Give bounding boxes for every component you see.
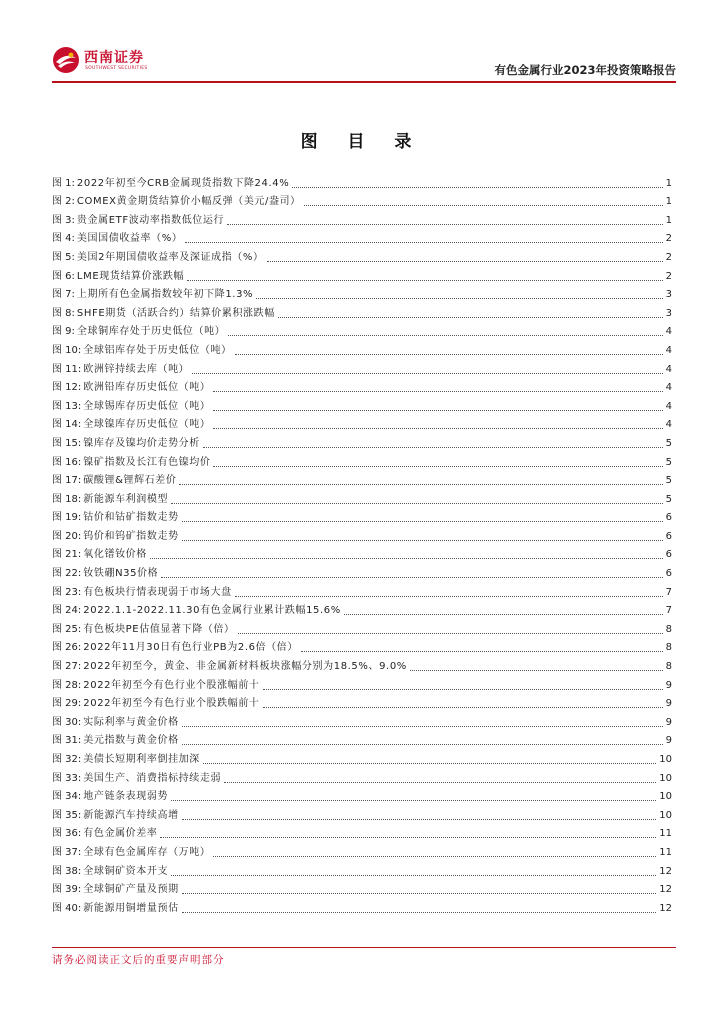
toc-entry-label [52, 847, 210, 859]
toc-entry[interactable] [52, 450, 672, 469]
toc-entry[interactable] [52, 171, 672, 190]
toc-page-number: 2 [665, 251, 672, 263]
toc-page-number: 10 [659, 772, 672, 784]
toc-entry-label [52, 587, 232, 599]
toc-entry[interactable] [52, 506, 672, 525]
toc-page-number: 5 [665, 493, 672, 505]
toc-entry[interactable] [52, 394, 672, 413]
toc-entry[interactable] [52, 469, 672, 488]
toc-dot-leader [182, 520, 663, 522]
toc-entry[interactable] [52, 413, 672, 432]
toc-page-number: 11 [659, 846, 672, 858]
toc-page-number: 7 [665, 586, 672, 598]
toc-dot-leader [179, 483, 662, 485]
toc-figure-title: 新能源用铜增量预估 [83, 902, 179, 914]
toc-figure-number: 图 22: [52, 568, 82, 580]
toc-heading: 图 目 录 [300, 132, 424, 152]
toc-figure-title: 全球铝库存处于历史低位（吨） [83, 344, 232, 356]
toc-page-number: 4 [665, 400, 672, 412]
toc-page-number: 2 [665, 233, 672, 245]
toc-entry-label [52, 457, 210, 469]
toc-figure-number: 图 14: [52, 419, 82, 431]
toc-dot-leader [263, 706, 663, 708]
toc-figure-title: 氧化镨钕价格 [83, 549, 147, 561]
toc-figure-number: 图 16: [52, 456, 82, 468]
toc-page-number: 5 [665, 456, 672, 468]
toc-figure-title: COMEX黄金期货结算价小幅反弹（美元/盎司） [76, 196, 301, 208]
toc-entry[interactable] [52, 190, 672, 209]
toc-page-number: 1 [665, 196, 672, 208]
toc-entry-label [52, 289, 253, 301]
toc-figure-number: 图 20: [52, 530, 82, 542]
toc-entry[interactable] [52, 283, 672, 302]
toc-page-number: 11 [659, 828, 672, 840]
toc-figure-number: 图 38: [52, 865, 82, 877]
toc-figure-title: 美债长短期利率倒挂加深 [83, 754, 200, 765]
toc-entry-label [52, 178, 289, 190]
toc-figure-number: 图 11: [52, 363, 82, 375]
toc-page-number: 8 [665, 642, 672, 654]
footer-divider [52, 947, 676, 948]
toc-entry[interactable] [52, 636, 672, 655]
toc-page-number: 8 [665, 661, 672, 673]
toc-page-number: 1 [665, 177, 672, 189]
toc-entry-label [52, 475, 176, 487]
toc-entry[interactable] [52, 376, 672, 395]
toc-figure-number: 图 8: [52, 307, 75, 319]
toc-figure-number: 图 40: [52, 902, 82, 914]
toc-figure-number: 图 28: [52, 679, 82, 691]
toc-entry[interactable] [52, 487, 672, 506]
toc-figure-title: 上期所有色金属指数较年初下降1.3% [76, 289, 254, 301]
toc-dot-leader [228, 334, 662, 336]
toc-figure-number: 图 9: [52, 326, 75, 338]
toc-dot-leader [185, 241, 662, 243]
toc-entry[interactable] [52, 673, 672, 692]
toc-figure-number: 图 34: [52, 791, 82, 803]
toc-entry-label [52, 382, 210, 394]
toc-figure-number: 图 1: [52, 177, 75, 189]
toc-entry-label [52, 364, 189, 376]
header-divider [52, 81, 676, 83]
toc-figure-number: 图 10: [52, 344, 82, 356]
toc-figure-number: 图 12: [52, 382, 82, 394]
toc-dot-leader [213, 427, 662, 429]
toc-figure-title: 钕铁硼N35价格 [83, 568, 159, 580]
toc-page-number: 9 [665, 679, 672, 691]
toc-figure-number: 图 13: [52, 400, 82, 412]
toc-entry[interactable] [52, 766, 672, 785]
toc-figure-title: 有色板块PE估值显著下降（倍） [83, 623, 235, 635]
toc-figure-title: 美元指数与黄金价格 [83, 735, 179, 747]
toc-dot-leader [235, 595, 663, 597]
toc-figure-number: 图 21: [52, 549, 82, 561]
toc-page-number: 1 [665, 214, 672, 226]
toc-figure-number: 图 29: [52, 698, 82, 710]
toc-page-number: 4 [665, 344, 672, 356]
toc-entry-label [52, 326, 225, 338]
toc-entry[interactable] [52, 617, 672, 636]
toc-page-number: 12 [659, 865, 672, 877]
toc-page-number: 12 [659, 884, 672, 896]
toc-entry[interactable] [52, 227, 672, 246]
toc-dot-leader [344, 613, 663, 615]
toc-dot-leader [292, 186, 662, 188]
toc-page-number: 6 [665, 512, 672, 524]
company-name-cn: 西南证券 [84, 50, 144, 66]
toc-entry[interactable] [52, 654, 672, 673]
toc-entry[interactable] [52, 785, 672, 804]
toc-page-number: 5 [665, 475, 672, 487]
toc-figure-number: 图 24: [52, 605, 82, 617]
toc-dot-leader [192, 372, 662, 374]
toc-entry[interactable] [52, 747, 672, 766]
toc-dot-leader [304, 204, 663, 206]
toc-dot-leader [182, 725, 663, 727]
toc-entry[interactable] [52, 822, 672, 841]
toc-figure-title: 2022年11月30日有色行业PB为2.6倍（倍） [83, 642, 298, 654]
toc-figure-number: 图 37: [52, 846, 82, 858]
toc-dot-leader [267, 260, 663, 262]
toc-figure-title: LME现货结算价涨跌幅 [76, 270, 185, 282]
toc-figure-number: 图 15: [52, 437, 82, 449]
toc-page-number: 5 [665, 437, 672, 449]
toc-entry[interactable] [52, 692, 672, 711]
toc-entry-label [52, 401, 210, 413]
toc-entry-label [52, 233, 182, 245]
toc-figure-number: 图 33: [52, 772, 82, 784]
toc-figure-number: 图 4: [52, 233, 75, 245]
toc-figure-title: 实际利率与黄金价格 [83, 716, 179, 728]
toc-entry-label [52, 494, 168, 506]
toc-figure-number: 图 25: [52, 623, 82, 635]
toc-dot-leader [182, 892, 657, 894]
toc-entry-label [52, 624, 235, 636]
company-logo [52, 42, 172, 78]
toc-page-number: 7 [665, 605, 672, 617]
toc-entry-label [52, 531, 179, 543]
toc-entry-label [52, 196, 301, 208]
toc-entry[interactable] [52, 301, 672, 320]
toc-page-number: 2 [665, 270, 672, 282]
toc-page-number: 6 [665, 530, 672, 542]
toc-figure-title: 欧洲锌持续去库（吨） [83, 363, 190, 375]
toc-dot-leader [182, 743, 663, 745]
toc-entry[interactable] [52, 338, 672, 357]
toc-dot-leader [238, 632, 663, 634]
toc-dot-leader [171, 874, 656, 876]
toc-figure-number: 图 31: [52, 735, 82, 747]
toc-entry-label [52, 252, 264, 264]
toc-figure-title: 全球镍库存历史低位（吨） [83, 419, 211, 431]
toc-dot-leader [171, 799, 656, 801]
toc-entry[interactable] [52, 729, 672, 748]
toc-entry-label [52, 717, 179, 729]
toc-entry[interactable] [52, 859, 672, 878]
toc-entry[interactable] [52, 599, 672, 618]
toc-entry[interactable] [52, 896, 672, 915]
toc-entry[interactable] [52, 803, 672, 822]
toc-dot-leader [256, 297, 662, 299]
toc-entry-label [52, 549, 147, 561]
toc-figure-title: 美国生产、消费指标持续走弱 [83, 772, 222, 784]
toc-entry-label [52, 680, 260, 692]
toc-page-number: 4 [665, 419, 672, 431]
toc-entry-label [52, 773, 221, 785]
toc-figure-number: 图 39: [52, 884, 82, 896]
toc-figure-number: 图 3: [52, 214, 75, 226]
toc-figure-number: 图 19: [52, 512, 82, 524]
toc-entry[interactable] [52, 245, 672, 264]
toc-figure-title: SHFE期货（活跃合约）结算价累积涨跌幅 [76, 307, 275, 319]
toc-entry-label [52, 698, 260, 710]
toc-figure-title: 全球铜矿产量及预期 [83, 884, 179, 896]
toc-figure-title: 2022年初至今有色行业个股涨幅前十 [83, 679, 260, 691]
toc-figure-title: 欧洲铅库存历史低位（吨） [83, 382, 211, 394]
toc-figure-title: 2022.1.1-2022.11.30有色金属行业累计跌幅15.6% [83, 605, 341, 617]
toc-figure-number: 图 5: [52, 251, 75, 263]
toc-entry-label [52, 735, 179, 747]
toc-page-number: 8 [665, 623, 672, 635]
toc-entry-label [52, 419, 210, 431]
toc-dot-leader [301, 650, 663, 652]
footer-disclaimer: 请务必阅读正文后的重要声明部分 [52, 954, 225, 966]
toc-page-number: 3 [665, 289, 672, 301]
toc-figure-title: 2022年初至今，黄金、非金属新材料板块涨幅分别为18.5%、9.0% [83, 661, 407, 673]
toc-figure-title: 全球铜矿资本开支 [83, 865, 169, 877]
toc-entry-label [52, 345, 232, 357]
toc-entry-label [52, 828, 157, 840]
toc-entry[interactable] [52, 208, 672, 227]
toc-dot-leader [203, 446, 663, 448]
toc-entry-label [52, 810, 179, 822]
toc-dot-leader [213, 390, 662, 392]
toc-entry[interactable] [52, 561, 672, 580]
toc-dot-leader [213, 855, 656, 857]
toc-figure-number: 图 6: [52, 270, 75, 282]
toc-dot-leader [150, 557, 663, 559]
toc-entry-label [52, 661, 407, 673]
toc-entry-label [52, 271, 184, 283]
toc-entry[interactable] [52, 543, 672, 562]
toc-figure-number: 图 26: [52, 642, 82, 654]
toc-entry[interactable] [52, 710, 672, 729]
toc-dot-leader [213, 465, 662, 467]
toc-figure-title: 全球铜库存处于历史低位（吨） [76, 326, 226, 338]
toc-figure-title: 钨价和钨矿指数走势 [83, 530, 179, 542]
toc-page-number: 12 [659, 902, 672, 914]
toc-entry[interactable] [52, 320, 672, 339]
toc-entry-label [52, 308, 275, 320]
toc-figure-title: 有色板块行情表现弱于市场大盘 [83, 586, 232, 598]
toc-entry-label [52, 438, 200, 450]
toc-figure-title: 有色金属价差率 [83, 828, 158, 840]
toc-figure-title: 地产链条表现弱势 [83, 791, 169, 803]
toc-entry[interactable] [52, 840, 672, 859]
toc-figure-title: 碳酸锂&锂辉石差价 [83, 475, 177, 487]
toc-figure-title: 新能源车利润模型 [83, 493, 169, 505]
toc-figure-number: 图 36: [52, 828, 82, 840]
company-logo-icon [52, 46, 80, 74]
page-header [52, 40, 676, 84]
toc-entry[interactable] [52, 878, 672, 897]
toc-figure-title: 镍矿指数及长江有色镍均价 [83, 456, 211, 468]
toc-dot-leader [224, 781, 656, 783]
toc-figure-number: 图 32: [52, 754, 82, 765]
toc-page-number: 4 [665, 326, 672, 338]
toc-figure-title: 钴价和钴矿指数走势 [83, 512, 179, 524]
toc-figure-title: 新能源汽车持续高增 [83, 809, 179, 821]
toc-entry-label [52, 512, 179, 524]
toc-dot-leader [171, 502, 663, 504]
toc-entry-label [52, 605, 341, 617]
toc-dot-leader [263, 688, 663, 690]
toc-page-number: 9 [665, 698, 672, 710]
toc-dot-leader [187, 279, 663, 281]
toc-entry[interactable] [52, 580, 672, 599]
toc-entry-label [52, 884, 179, 896]
toc-dot-leader [227, 223, 663, 225]
toc-page-number: 9 [665, 716, 672, 728]
toc-figure-title: 2022年初至今CRB金属现货指数下降24.4% [76, 177, 290, 189]
toc-figure-title: 全球锡库存历史低位（吨） [83, 400, 211, 412]
toc-dot-leader [235, 353, 663, 355]
toc-dot-leader [182, 818, 657, 820]
toc-entry-label [52, 754, 200, 766]
toc-dot-leader [160, 836, 656, 838]
figure-table-of-contents [52, 171, 672, 915]
toc-entry[interactable] [52, 524, 672, 543]
toc-page-number: 10 [659, 791, 672, 803]
toc-entry-label [52, 568, 158, 580]
toc-entry-label [52, 215, 224, 227]
toc-figure-number: 图 17: [52, 475, 82, 487]
toc-entry[interactable] [52, 357, 672, 376]
toc-dot-leader [203, 762, 656, 764]
toc-entry-label [52, 791, 168, 803]
toc-figure-title: 2022年初至今有色行业个股跌幅前十 [83, 698, 260, 710]
toc-dot-leader [161, 576, 662, 578]
toc-figure-number: 图 2: [52, 196, 75, 208]
toc-figure-number: 图 23: [52, 586, 82, 598]
toc-entry[interactable] [52, 264, 672, 283]
toc-figure-title: 镍库存及镍均价走势分析 [83, 437, 200, 449]
toc-dot-leader [278, 316, 663, 318]
toc-page-number: 6 [665, 568, 672, 580]
toc-page-number: 4 [665, 382, 672, 394]
toc-figure-title: 美国国债收益率（%） [76, 233, 183, 245]
toc-dot-leader [182, 911, 657, 913]
toc-entry-label [52, 642, 298, 654]
toc-page-number: 3 [665, 307, 672, 319]
toc-page-number: 4 [665, 363, 672, 375]
toc-dot-leader [213, 409, 662, 411]
toc-figure-title: 美国2年期国债收益率及深证成指（%） [76, 251, 264, 263]
toc-figure-number: 图 35: [52, 809, 82, 821]
toc-page-number: 9 [665, 735, 672, 747]
toc-figure-title: 贵金属ETF波动率指数低位运行 [76, 214, 225, 226]
toc-figure-number: 图 27: [52, 661, 82, 673]
toc-figure-title: 全球有色金属库存（万吨） [83, 846, 211, 858]
toc-figure-number: 图 30: [52, 716, 82, 728]
toc-page-number: 6 [665, 549, 672, 561]
toc-entry[interactable] [52, 431, 672, 450]
toc-dot-leader [182, 539, 663, 541]
company-name-en: SOUTHWEST SECURITIES [85, 66, 148, 71]
report-title: 有色金属行业2023年投资策略报告 [494, 63, 676, 77]
toc-page-number: 10 [659, 754, 672, 765]
toc-figure-number: 图 18: [52, 493, 82, 505]
toc-dot-leader [410, 669, 663, 671]
toc-page-number: 10 [659, 809, 672, 821]
toc-entry-label [52, 866, 168, 878]
toc-figure-number: 图 7: [52, 289, 75, 301]
toc-entry-label [52, 903, 179, 915]
